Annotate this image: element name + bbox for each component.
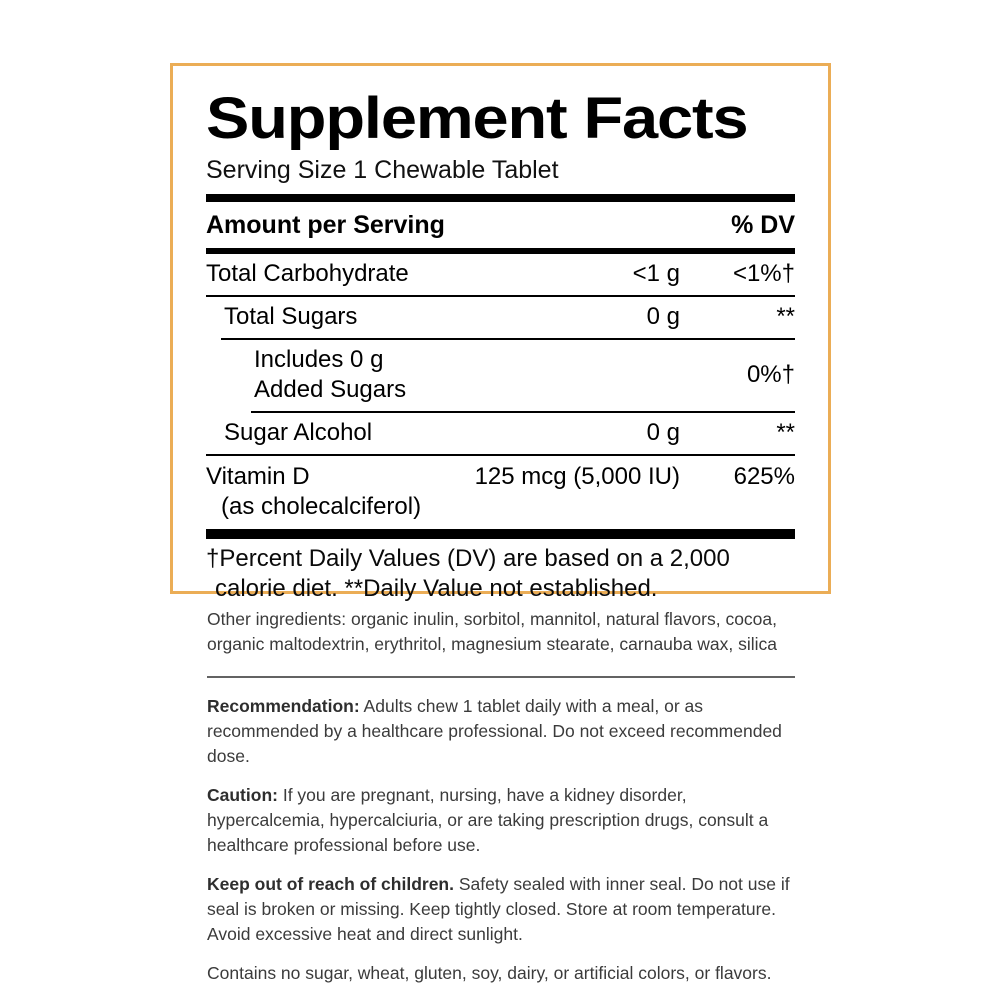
nutrient-row-total-carbohydrate	[206, 254, 795, 295]
nutrient-name: Vitamin D	[206, 463, 310, 490]
serving-size: Serving Size 1 Chewable Tablet	[206, 156, 559, 184]
nutrient-name: Sugar Alcohol	[224, 419, 373, 446]
info-section	[207, 607, 795, 986]
other-ingredients: Other ingredients: organic inulin, sorbitol, mannitol, natural flavors, cocoa, organic maltodextrin, erythritol, magnesium stearate, carnauba wax, silica	[207, 609, 778, 654]
dv-footnote-line1: †Percent Daily Values (DV) are based on a 2,000	[206, 545, 730, 572]
nutrient-dv: 625%	[733, 463, 795, 490]
nutrient-row-added-sugars	[206, 340, 795, 411]
nutrient-name: Total Carbohydrate	[206, 260, 409, 287]
nutrient-name-detail: (as cholecalciferol)	[221, 493, 422, 520]
nutrient-name: Includes 0 g Added Sugars	[254, 346, 407, 403]
nutrient-amount: 0 g	[646, 419, 680, 446]
nutrient-dv: **	[776, 303, 795, 330]
percent-dv-label: % DV	[731, 211, 795, 239]
caution-paragraph	[207, 783, 795, 858]
nutrient-name: Total Sugars	[224, 303, 358, 330]
column-header-row	[206, 202, 795, 248]
nutrient-dv: 0%†	[746, 361, 795, 388]
nutrient-amount: 0 g	[646, 303, 680, 330]
keep-out-text: Safety sealed with inner seal. Do not use if seal is broken or missing. Keep tightly closed. Store at room temperature. Avoid excessive heat and direct sunlight.	[207, 874, 790, 944]
caution-text: If you are pregnant, nursing, have a kidney disorder, hypercalcemia, hypercalciuria, or are taking prescription drugs, consult a healthcare professional before use.	[207, 785, 769, 855]
nutrient-amount: <1 g	[632, 260, 680, 287]
keep-out-label: Keep out of reach of children.	[207, 874, 454, 894]
panel-title-wrap	[206, 86, 795, 151]
nutrient-dv: **	[776, 419, 795, 446]
nutrient-row-total-sugars	[206, 297, 795, 338]
section-divider	[207, 676, 795, 678]
recommendation-text: Adults chew 1 tablet daily with a meal, or as recommended by a healthcare professional. Do not exceed recommended dose.	[207, 696, 782, 766]
recommendation-label: Recommendation:	[207, 696, 360, 716]
panel-title: Supplement Facts	[206, 86, 748, 151]
nutrient-name-block	[206, 462, 450, 522]
amount-per-serving-label: Amount per Serving	[206, 211, 445, 239]
recommendation-paragraph	[207, 694, 795, 769]
keep-out-paragraph	[207, 872, 795, 947]
supplement-facts-panel	[170, 63, 831, 602]
contains-statement: Contains no sugar, wheat, gluten, soy, dairy, or artificial colors, or flavors.	[207, 963, 772, 983]
nutrient-row-vitamin-d	[206, 456, 795, 526]
dv-footnote	[206, 544, 795, 604]
nutrient-amount: 125 mcg (5,000 IU)	[474, 463, 680, 490]
separator-bar-top	[206, 194, 795, 202]
nutrient-row-sugar-alcohol	[206, 413, 795, 454]
caution-label: Caution:	[207, 785, 278, 805]
dv-footnote-line2: calorie diet. **Daily Value not established.	[215, 575, 658, 602]
nutrient-dv: <1%†	[732, 260, 795, 287]
separator-bar-bottom	[206, 529, 795, 539]
